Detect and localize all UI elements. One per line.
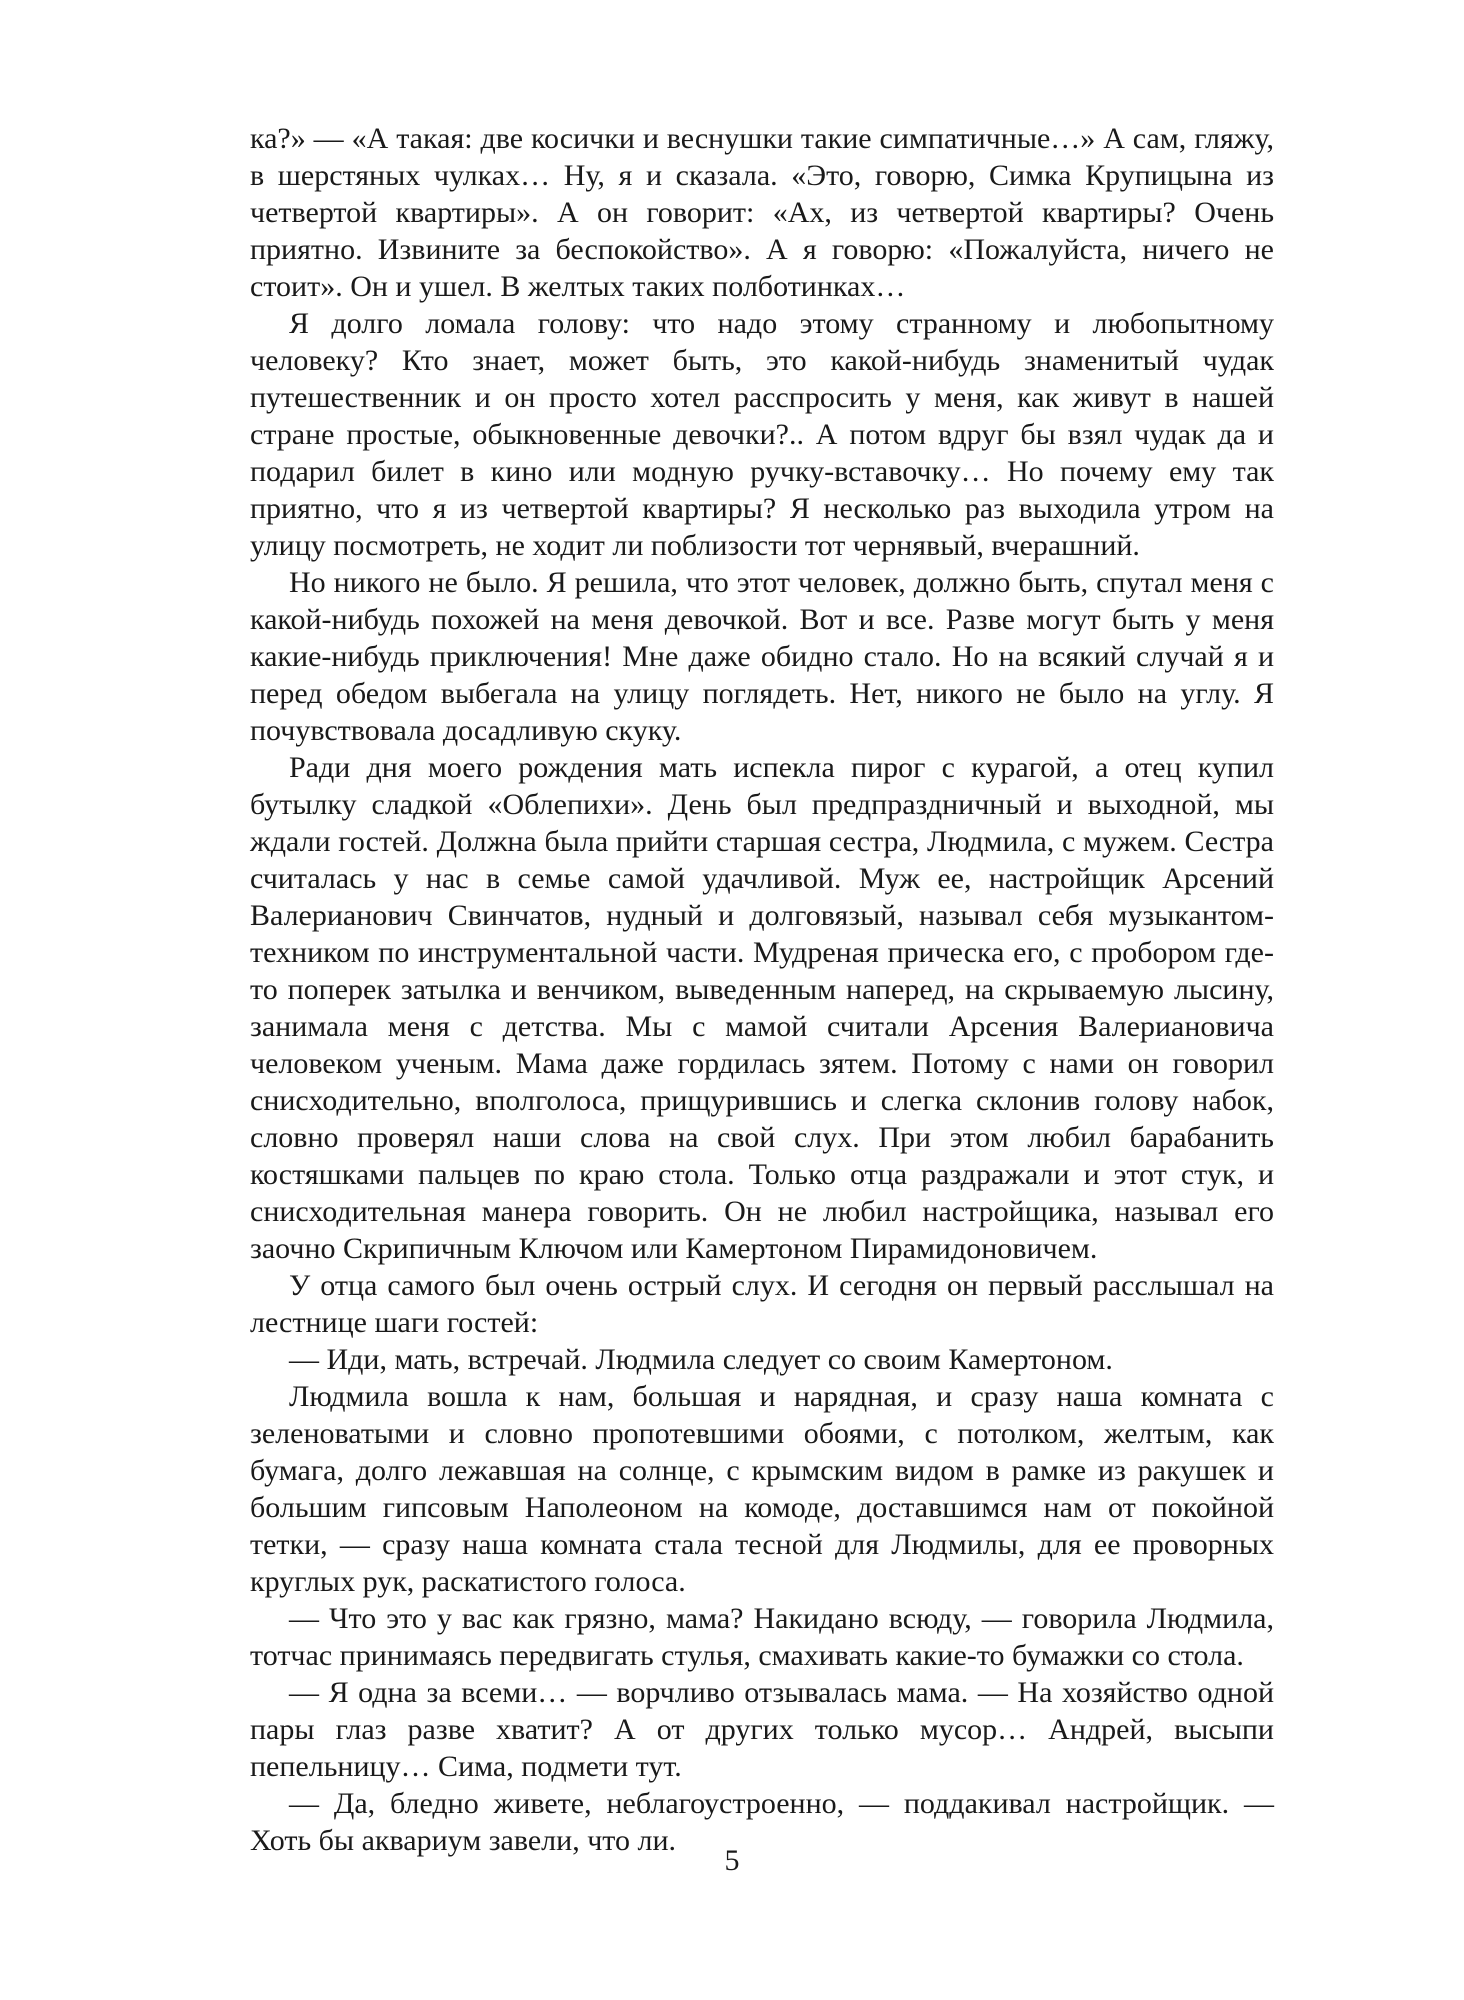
paragraph-9: — Я одна за всеми… — ворчливо отзывалась мама. — На хозяйство одной пары глаз разве хватит? А от других только мусор… Андрей, высыпи пепельницу… Сима, подмети тут.	[250, 1676, 1274, 1783]
page-text-body	[250, 120, 1274, 1859]
page-number: 5	[724, 1844, 740, 1877]
paragraph-5: У отца самого был очень острый слух. И сегодня он первый расслышал на лестнице шаги гостей:	[250, 1269, 1274, 1339]
paragraph-10: — Да, бледно живете, неблагоустроенно, — поддакивал настройщик. — Хоть бы аквариум завели, что ли.	[250, 1787, 1274, 1857]
paragraph-3: Но никого не было. Я решила, что этот человек, должно быть, спутал меня с какой-нибудь похожей на меня девочкой. Вот и все. Разве могут быть у меня какие-нибудь приключения! Мне даже обидно стало. Но на всякий случай я и перед обедом выбегала на улицу поглядеть. Нет, никого не было на углу. Я почувствовала досадливую скуку.	[250, 566, 1274, 747]
paragraph-8: — Что это у вас как грязно, мама? Накидано всюду, — говорила Людмила, тотчас принимаясь передвигать стулья, смахивать какие-то бумажки со стола.	[250, 1602, 1274, 1672]
paragraph-1: ка?» — «А такая: две косички и веснушки такие симпатичные…» А сам, гляжу, в шерстяных чулках… Ну, я и сказала. «Это, говорю, Симка Крупицына из четвертой квартиры». А он говорит: «Ах, из четвертой квартиры? Очень приятно. Извините за беспокойство». А я говорю: «Пожалуйста, ничего не стоит». Он и ушел. В желтых таких полботинках…	[250, 122, 1274, 303]
paragraph-2: Я долго ломала голову: что надо этому странному и любопытному человеку? Кто знает, может быть, это какой-нибудь знаменитый чудак путешественник и он просто хотел расспросить у меня, как живут в нашей стране простые, обыкновенные девочки?.. А потом вдруг бы взял чудак да и подарил билет в кино или модную ручку-вставочку… Но почему ему так приятно, что я из четвертой квартиры? Я несколько раз выходила утром на улицу посмотреть, не ходит ли поблизости тот чернявый, вчерашний.	[250, 307, 1274, 562]
paragraph-6: — Иди, мать, встречай. Людмила следует со своим Камертоном.	[289, 1343, 1113, 1376]
paragraph-7: Людмила вошла к нам, большая и нарядная, и сразу наша комната с зеленоватыми и словно пропотевшими обоями, с потолком, желтым, как бумага, долго лежавшая на солнце, с крымским видом в рамке из ракушек и большим гипсовым Наполеоном на комоде, доставшимся нам от покойной тетки, — сразу наша комната стала тесной для Людмилы, для ее проворных круглых рук, раскатистого голоса.	[250, 1380, 1274, 1598]
paragraph-4: Ради дня моего рождения мать испекла пирог с курагой, а отец купил бутылку сладкой «Облепихи». День был предпраздничный и выходной, мы ждали гостей. Должна была прийти старшая сестра, Людмила, с мужем. Сестра считалась у нас в семье самой удачливой. Муж ее, настройщик Арсений Валерианович Свинчатов, нудный и долговязый, называл себя музыкантом-техником по инструментальной части. Мудреная прическа его, с пробором где-то поперек затылка и венчиком, выведенным наперед, на скрываемую лысину, занимала меня с детства. Мы с мамой считали Арсения Валериановича человеком ученым. Мама даже гордилась зятем. Потому с нами он говорил снисходительно, вполголоса, прищурившись и слегка склонив голову набок, словно проверял наши слова на свой слух. При этом любил барабанить костяшками пальцев по краю стола. Только отца раздражали и этот стук, и снисходительная манера говорить. Он не любил настройщика, называл его заочно Скрипичным Ключом или Камертоном Пирамидоновичем.	[250, 751, 1274, 1265]
